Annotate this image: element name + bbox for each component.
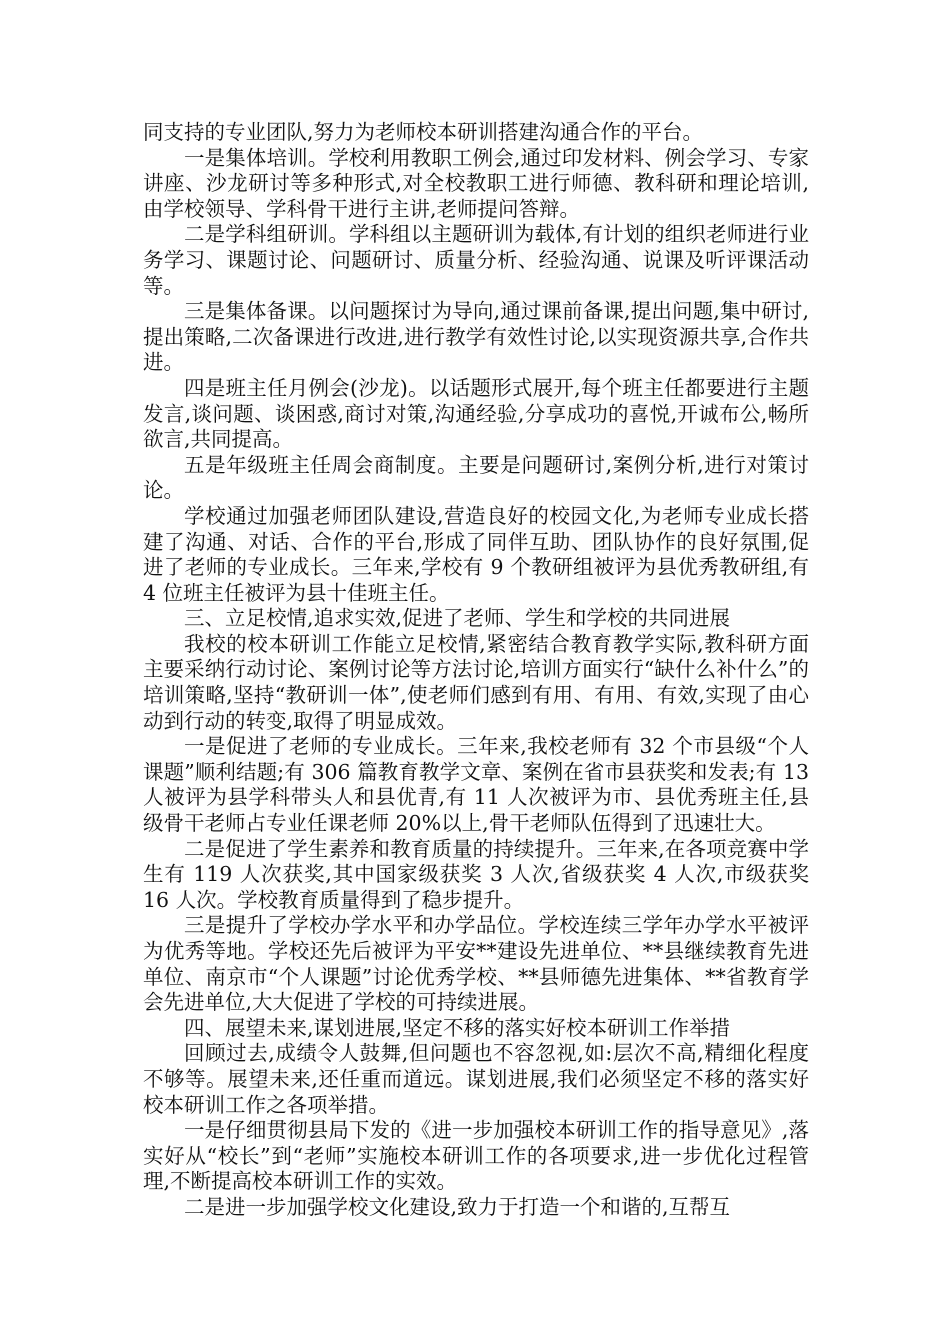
- paragraph-head-teacher-meeting: 四是班主任月例会(沙龙)。以话题形式展开,每个班主任都要进行主题发言,谈问题、谈困惑,商讨对策,沟通经验,分享成功的喜悦,开诚布公,畅所欲言,共同提高。: [143, 375, 809, 452]
- paragraph-review: 回顾过去,成绩令人鼓舞,但问题也不容忽视,如:层次不高,精细化程度不够等。展望未来,还任重而道远。谋划进展,我们必须坚定不移的落实好校本研训工作之各项举措。: [143, 1041, 809, 1117]
- paragraph-weekly-consultation: 五是年级班主任周会商制度。主要是问题研讨,案例分析,进行对策讨论。: [143, 452, 809, 503]
- paragraph-team-building: 学校通过加强老师团队建设,营造良好的校园文化,为老师专业成长搭建了沟通、对话、合作的平台,形成了同伴互助、团队协作的良好氛围,促进了老师的专业成长。三年来,学校有 9 个教研组被评为县优秀教研组,有 4 位班主任被评为县十佳班主任。: [143, 503, 809, 605]
- section-heading-four: 四、展望未来,谋划进展,坚定不移的落实好校本研训工作举措: [184, 1015, 731, 1040]
- document-body: [143, 120, 809, 1221]
- paragraph-subject-group-training: 二是学科组研训。学科组以主题研训为载体,有计划的组织老师进行业务学习、课题讨论、问题研讨、质量分析、经验沟通、说课及听评课活动等。: [143, 222, 809, 298]
- paragraph-student-quality: 二是促进了学生素养和教育质量的持续提升。三年来,在各项竞赛中学生有 119 人次获奖,其中国家级获奖 3 人次,省级获奖 4 人次,市级获奖 16 人次。学校教育质量得到了稳步提升。: [143, 836, 809, 912]
- paragraph-teacher-growth: 一是促进了老师的专业成长。三年来,我校老师有 32 个市县级“个人课题”顺利结题;有 306 篇教育教学文章、案例在省市县获奖和发表;有 13 人被评为县学科带头人和县优青,有 11 人次被评为市、县优秀班主任,县级骨干老师占专业任课老师 20%以上,骨干老师队伍得到了迅速壮大。: [143, 734, 809, 836]
- paragraph-school-level: 三是提升了学校办学水平和办学品位。学校连续三学年办学水平被评为优秀等地。学校还先后被评为平安**建设先进单位、**县继续教育先进单位、南京市“个人课题”讨论优秀学校、**县师德先进集体、**省教育学会先进单位,大大促进了学校的可持续进展。: [143, 913, 809, 1015]
- paragraph-collective-lesson-prep: 三是集体备课。以问题探讨为导向,通过课前备课,提出问题,集中研讨,提出策略,二次备课进行改进,进行教学有效性讨论,以实现资源共享,合作共进。: [143, 299, 809, 375]
- paragraph-school-situation: 我校的校本研训工作能立足校情,紧密结合教育教学实际,教科研方面主要采纳行动讨论、案例讨论等方法讨论,培训方面实行“缺什么补什么”的培训策略,坚持“教研训一体”,使老师们感到有用、有用、有效,实现了由心动到行动的转变,取得了明显成效。: [143, 631, 809, 733]
- section-heading-three: 三、立足校情,追求实效,促进了老师、学生和学校的共同进展: [184, 606, 731, 631]
- paragraph-implement-guidance: 一是仔细贯彻县局下发的《进一步加强校本研训工作的指导意见》,落实好从“校长”到“老师”实施校本研训工作的各项要求,进一步优化过程管理,不断提高校本研训工作的实效。: [143, 1118, 809, 1194]
- paragraph-continuation: 同支持的专业团队,努力为老师校本研训搭建沟通合作的平台。: [143, 120, 704, 144]
- paragraph-collective-training: 一是集体培训。学校利用教职工例会,通过印发材料、例会学习、专家讲座、沙龙研讨等多种形式,对全校教职工进行师德、教科研和理论培训,由学校领导、学科骨干进行主讲,老师提问答辩。: [143, 145, 809, 221]
- paragraph-school-culture: 二是进一步加强学校文化建设,致力于打造一个和谐的,互帮互: [184, 1194, 731, 1219]
